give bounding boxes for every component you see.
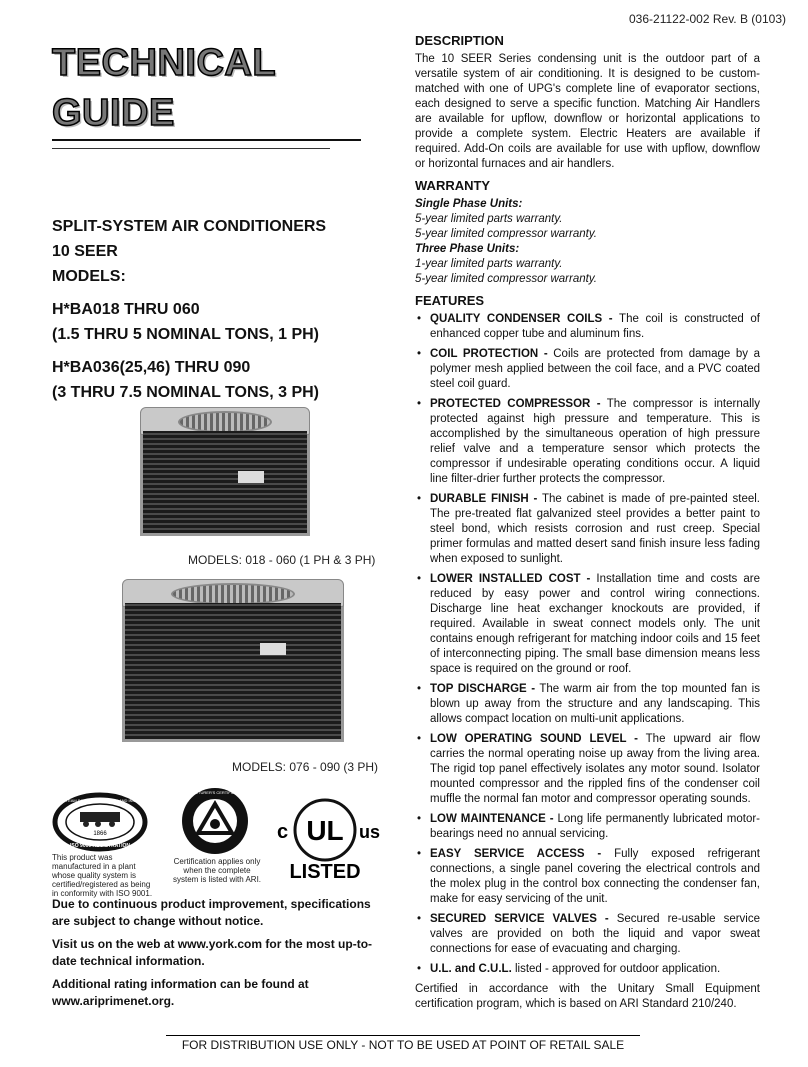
feature-item: • QUALITY CONDENSER COILS - The coil is constructed of enhanced copper tube and aluminum fins. [415, 312, 760, 342]
warranty-single-heading: Single Phase Units: [415, 198, 523, 210]
coil-guard-grille [143, 431, 307, 533]
models-single-phase: H*BA018 THRU 060 [52, 301, 200, 318]
left-notes [52, 896, 390, 1016]
iso-year: 1866 [93, 831, 107, 837]
features-heading: FEATURES [415, 293, 485, 308]
iso-caption: This product was manufactured in a plant whose quality system is certified/registered as being in conformity with ISO 9001. [52, 853, 153, 898]
ul-listed-logo-icon [265, 790, 390, 882]
title-line-2: GUIDE [52, 92, 175, 134]
models-three-phase-sub: (3 THRU 7.5 NOMINAL TONS, 3 PH) [52, 384, 319, 401]
description-heading: DESCRIPTION [415, 33, 504, 48]
certification-statement: Certified in accordance with the Unitary Small Equipment certification program, which is based on ARI Standard 210/240. [415, 983, 760, 1010]
title-rule-thick [52, 139, 361, 141]
models-three-phase: H*BA036(25,46) THRU 090 [52, 359, 251, 376]
feature-item: • LOWER INSTALLED COST - Installation time and costs are reduced by easy power and control wiring connections. Discharge line heat exchanger knockouts are provided, if required. Available in sweat connect models only. The unit contains enough refrigerant for matching indoor coils and 15 feet of interconnecting piping. The small base dimension means less space is required on the ground or roof. [415, 572, 760, 677]
warranty-three-parts: 1-year limited parts warranty. [415, 258, 563, 270]
models-single-phase-sub: (1.5 THRU 5 NOMINAL TONS, 1 PH) [52, 326, 319, 343]
product-type: SPLIT-SYSTEM AIR CONDITIONERS [52, 218, 327, 235]
feature-item: • EASY SERVICE ACCESS - Fully exposed refrigerant connections, a single panel covering the electrical controls and the molex plug in the control box connecting the condenser fan, make for easy servicing of the unit. [415, 847, 760, 907]
fan-guard-icon [178, 411, 272, 433]
condensing-unit-image-small [140, 428, 310, 536]
right-column [415, 33, 760, 1018]
note-ari-rating: Additional rating information can be found at www.ariprimenet.org. [52, 977, 309, 1008]
title-rule-thin [52, 148, 330, 149]
features-list [415, 312, 760, 977]
feature-item: • LOW MAINTENANCE - Long life permanently lubricated motor-bearings need no annual servicing. [415, 812, 760, 842]
ul-center-text: UL [306, 815, 344, 846]
note-website: Visit us on the web at www.york.com for the most up-to-date technical information. [52, 937, 373, 968]
product-models-label: MODELS: [52, 268, 126, 285]
nameplate [238, 471, 264, 483]
ul-us-text: us [359, 822, 381, 842]
page-title [52, 38, 276, 138]
warranty-single-parts: 5-year limited parts warranty. [415, 213, 563, 225]
product-seer: 10 SEER [52, 243, 118, 260]
feature-item: • U.L. and C.U.L. listed - approved for outdoor application. [415, 962, 760, 977]
condensing-unit-image-large [122, 600, 344, 742]
feature-item: • PROTECTED COMPRESSOR - The compressor is internally protected against high pressure and temperature. This is accomplished by the simultaneous operation of high pressure relief valve and a temperature sensor which protects the compressor if undesirable operating conditions occur. A liquid line filter-drier further protects the compressor. [415, 397, 760, 487]
ul-listed-text: LISTED [289, 861, 361, 883]
ari-ring-text: MANUFACTURER'S CERTIFIED TO ARI [178, 790, 252, 795]
feature-item: • COIL PROTECTION - Coils are protected from damage by a polymer mesh applied between the coil face, and a PVC coated steel coil guard. [415, 347, 760, 392]
feature-item: • TOP DISCHARGE - The warm air from the top mounted fan is blown up away from the structure and any landscaping. This allows compact location on multi-unit applications. [415, 682, 760, 727]
unit1-caption: MODELS: 018 - 060 (1 PH & 3 PH) [188, 553, 376, 567]
feature-item: • LOW OPERATING SOUND LEVEL - The upward air flow carries the normal operating noise up away from the living area. The rigid top panel effectively isolates any motor sound. Isolator mounted compressor and the rippled fins of the condenser coil muffle the normal fan motor and compressor operating sounds. [415, 732, 760, 807]
iso-registration: ISO 9000 REGISTRATION [70, 843, 130, 849]
ul-c-text: c [277, 821, 289, 843]
ari-certified-seal-icon [180, 786, 250, 856]
iso-9000-seal-icon [39, 792, 161, 852]
fan-guard-icon [171, 583, 295, 605]
warranty-three-compressor: 5-year limited compressor warranty. [415, 273, 597, 285]
ari-caption: Certification applies only when the complete system is listed with ARI. [172, 857, 262, 884]
note-product-improvement: Due to continuous product improvement, specifications are subject to change without notice. [52, 897, 371, 928]
title-line-1: TECHNICAL [52, 42, 277, 84]
description-text: The 10 SEER Series condensing unit is the outdoor part of a versatile system of air conditioning. It is designed to be custom-matched with one of UPG's complete line of evaporator sections, each designed to serve a specific function. Matching Air Handlers are available for upflow, downflow or horizontal applications to provide a complete system. Electric Heaters are available if required. Add-On coils are available for use with upflow, downflow or horizontal furnaces and air handlers. [415, 53, 760, 170]
feature-item: • SECURED SERVICE VALVES - Secured re-usable service valves are provided on both the liquid and vapor sweat connections for ease of evacuating and charging. [415, 912, 760, 957]
document-number: 036-21122-002 Rev. B (0103) [629, 12, 786, 26]
footer-distribution-notice: FOR DISTRIBUTION USE ONLY - NOT TO BE USED AT POINT OF RETAIL SALE [166, 1035, 640, 1052]
nameplate [260, 643, 286, 655]
warranty-three-heading: Three Phase Units: [415, 243, 520, 255]
feature-item: • DURABLE FINISH - The cabinet is made of pre-painted steel. The pre-treated flat galvanized steel provides a better paint to steel bond, which resists corrosion and rust creep. Special primer formulas and matted desert sand finish insure less fading when exposed to sunlight. [415, 492, 760, 567]
warranty-single-compressor: 5-year limited compressor warranty. [415, 228, 597, 240]
coil-guard-grille [125, 603, 341, 739]
unit2-caption: MODELS: 076 - 090 (3 PH) [232, 760, 379, 774]
product-block [52, 214, 326, 405]
warranty-heading: WARRANTY [415, 178, 491, 193]
iso-ring-text: HARTFORD STEAM BOILER INSPECTION AND INSURANCE CO. [39, 798, 161, 803]
